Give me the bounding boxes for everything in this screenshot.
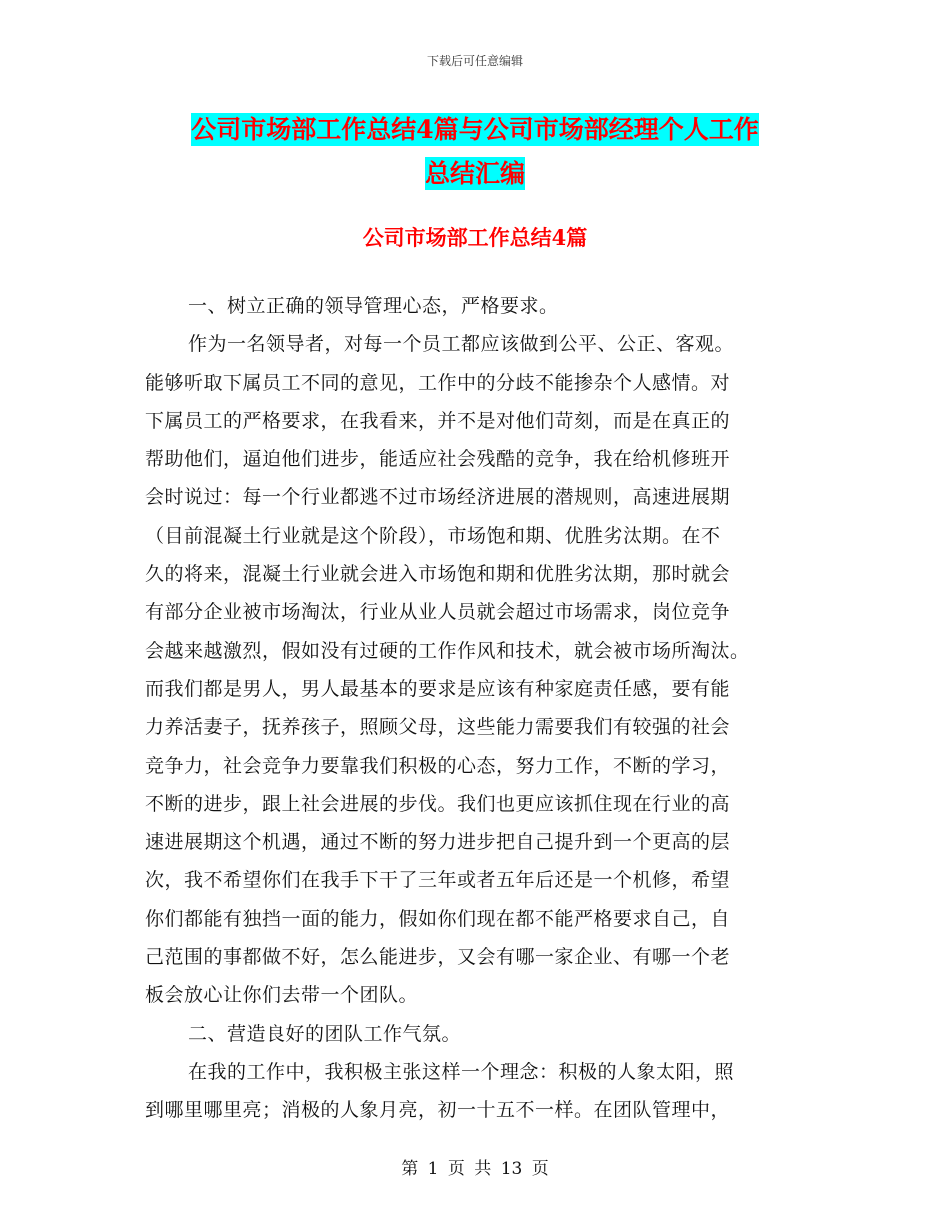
paragraph-line: 久的将来，混凝土行业就会进入市场饱和期和优胜劣汰期，那时就会 [145, 563, 731, 586]
paragraph-line: 速进展期这个机遇，通过不断的努力进步把自己提升到一个更高的层 [145, 831, 731, 854]
page-footer: 第 1 页 共 13 页 [401, 1159, 549, 1179]
paragraph-line: （目前混凝土行业就是这个阶段），市场饱和期、优胜劣汰期。在不 [145, 524, 721, 547]
header-note: 下载后可任意编辑 [426, 54, 523, 68]
paragraph-line: 在我的工作中，我积极主张这样一个理念：积极的人象太阳，照 [188, 1060, 735, 1083]
paragraph-line: 己范围的事都做不好，怎么能进步，又会有哪一家企业、有哪一个老 [145, 946, 731, 969]
paragraph-line: 不断的进步，跟上社会进展的步伐。我们也更应该抓住现在行业的高 [145, 792, 731, 815]
section-title: 公司市场部工作总结4篇 [362, 225, 588, 250]
paragraph-line: 次，我不希望你们在我手下干了三年或者五年后还是一个机修，希望 [145, 869, 731, 892]
paragraph-line: 板会放心让你们去带一个团队。 [145, 984, 419, 1007]
paragraph-line: 你们都能有独挡一面的能力，假如你们现在都不能严格要求自己，自 [145, 907, 731, 930]
paragraph-line: 作为一名领导者，对每一个员工都应该做到公平、公正、客观。 [188, 333, 735, 356]
document-title [0, 108, 950, 196]
paragraph-line: 能够听取下属员工不同的意见，工作中的分歧不能掺杂个人感情。对 [145, 371, 731, 394]
paragraph-line: 有部分企业被市场淘汰，行业从业人员就会超过市场需求，岗位竞争 [145, 601, 731, 624]
paragraph-line: 帮助他们，逼迫他们进步，能适应社会残酷的竞争，我在给机修班开 [145, 448, 731, 471]
paragraph-line: 二、营造良好的团队工作气氛。 [188, 1022, 462, 1045]
paragraph-line: 竞争力，社会竞争力要靠我们积极的心态，努力工作，不断的学习， [145, 754, 731, 777]
paragraph-line: 到哪里哪里亮；消极的人象月亮，初一十五不一样。在团队管理中， [145, 1099, 731, 1122]
paragraph-line: 力养活妻子，抚养孩子，照顾父母，这些能力需要我们有较强的社会 [145, 716, 731, 739]
paragraph-line: 而我们都是男人，男人最基本的要求是应该有种家庭责任感，要有能 [145, 677, 731, 700]
title-line-1: 公司市场部工作总结4篇与公司市场部经理个人工作 [191, 115, 759, 144]
paragraph-line: 会越来越激烈，假如没有过硬的工作作风和技术，就会被市场所淘汰。 [145, 639, 750, 662]
title-line-2: 总结汇编 [424, 159, 525, 188]
paragraph-line: 会时说过：每一个行业都逃不过市场经济进展的潜规则，高速进展期 [145, 486, 731, 509]
paragraph-line: 一、树立正确的领导管理心态，严格要求。 [188, 295, 559, 317]
body-text [145, 287, 810, 1130]
paragraph-line: 下属员工的严格要求，在我看来，并不是对他们苛刻，而是在真正的 [145, 409, 731, 432]
